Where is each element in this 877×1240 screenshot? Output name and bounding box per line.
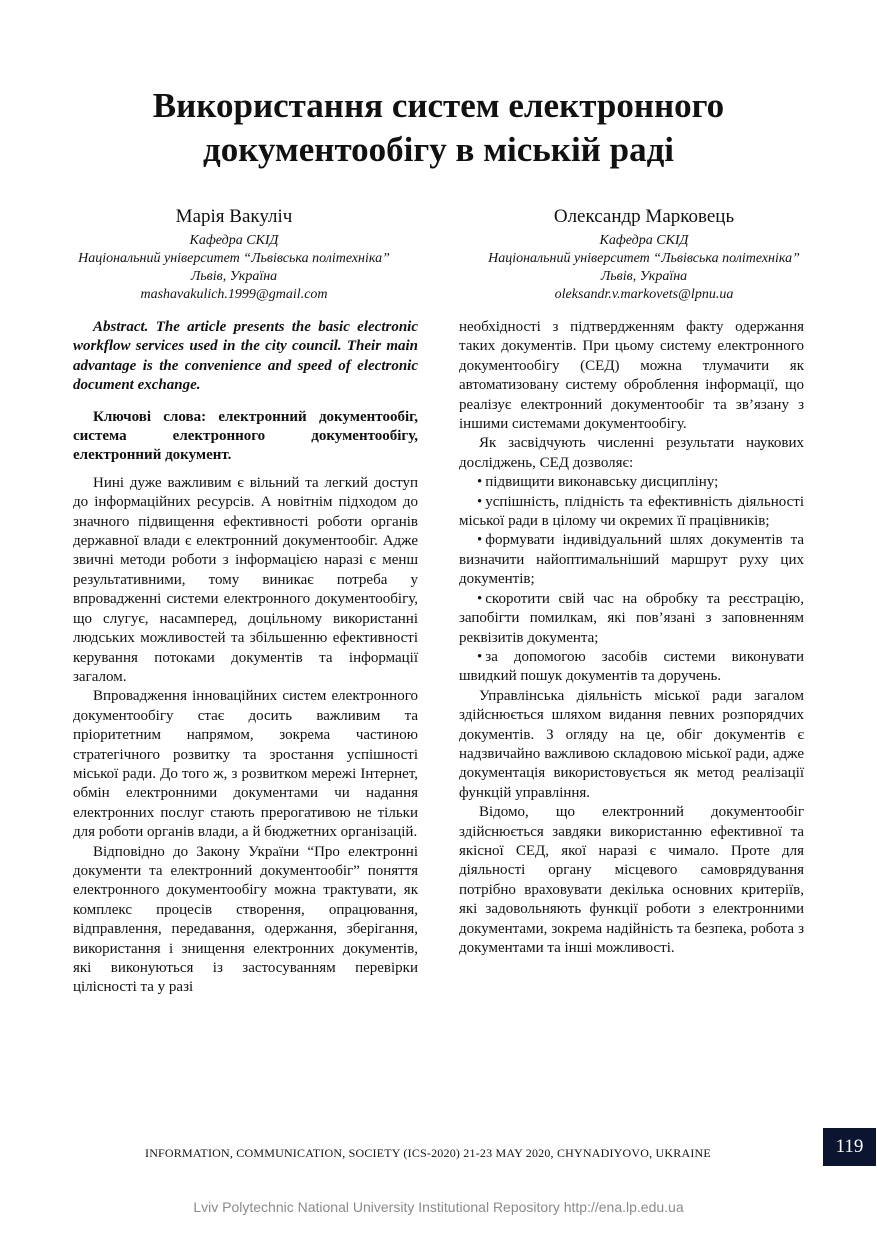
bullet-icon: •	[477, 648, 483, 665]
right-column	[459, 318, 804, 958]
paper-title	[0, 84, 877, 172]
bullet-icon: •	[477, 590, 483, 607]
bullet-item	[459, 648, 804, 687]
left-column	[73, 318, 418, 998]
keywords: Ключові слова: електронний документообіг, система електронного документообігу, електронний документ.	[73, 408, 418, 464]
bullet-item	[459, 493, 804, 532]
author-city: Львів, Україна	[600, 269, 688, 284]
conference-footer: INFORMATION, COMMUNICATION, SOCIETY (ICS-2020) 21-23 MAY 2020, CHYNADIYOVO, UKRAINE	[145, 1146, 711, 1160]
author-email: mashavakulich.1999@gmail.com	[140, 287, 328, 302]
bullet-icon: •	[477, 532, 483, 549]
body-paragraph: Відповідно до Закону України “Про електронні документи та електронний документообіг” поняття електронного документообігу можна трактувати, як комплекс процесів створення, опрацювання, відправлення, передавання, одержання, зберігання, використання і знищення електронних документів, які виконуються із застосуванням перевірки цілісності та у разі	[73, 843, 418, 996]
title-line-1: Використання систем електронного	[152, 86, 725, 125]
bullet-item	[459, 590, 804, 648]
author-university: Національний університет “Львівська політехніка”	[78, 251, 390, 266]
author-email: oleksandr.v.markovets@lpnu.ua	[554, 287, 734, 302]
bullet-text: підвищити виконавську дисципліну;	[485, 474, 719, 491]
page-number: 119	[823, 1128, 876, 1166]
body-paragraph: необхідності з підтвердженням факту одержання таких документів. При цьому систему електронного документообігу (СЕД) можна тлумачити як автоматизовану систему оброблення інформації, що реалізує електронний документообіг та зв’язану з іншими системами документообігу.	[459, 319, 804, 433]
bullet-text: скоротити свій час на обробку та реєстрацію, запобігти помилкам, які пов’язані з заповненням реквізитів документа;	[459, 590, 804, 646]
title-line-2: документообігу в міській раді	[202, 130, 674, 169]
body-paragraph: Управлінська діяльність міської ради загалом здійснюється шляхом видання певних розпорядчих документів. З огляду на це, обіг документів є надзвичайно важливою складовою міської ради, адже документація використовується як метод реалізації функцій управління.	[459, 687, 804, 801]
author-department: Кафедра СКІД	[599, 233, 689, 248]
repository-notice: Lviv Polytechnic National University Institutional Repository http://ena.lp.edu.ua	[193, 1199, 684, 1215]
bullet-item	[459, 473, 804, 492]
bullet-text: формувати індивідуальний шлях документів та визначити найоптимальніший маршрут руху цих документів;	[459, 532, 804, 588]
author-block-2	[444, 204, 844, 304]
body-paragraph: Нині дуже важливим є вільний та легкий доступ до інформаційних ресурсів. А новітнім підходом до значного підвищення ефективності роботи органів державної влади є електронний документообіг. Адже звичні методи роботи з інформацією наразі є менш результативними, тому виникає потреба у впровадженні системи електронного документообігу, що слугує, насамперед, доцільному використанні людських можливостей та збільшенню ефективності керування потоками документів та інформації загалом.	[73, 474, 418, 685]
body-paragraph: Відомо, що електронний документообіг здійснюється завдяки використанню ефективної та якісної СЕД, якої наразі є чимало. Проте для діяльності органу місцевого самоврядування потрібно враховувати декілька основних критеріїв, які задовольняють функції роботи з електронними документами, зокрема надійність та безпека, робота з документами та інші можливості.	[459, 804, 804, 956]
author-block-1	[34, 204, 434, 304]
author-university: Національний університет “Львівська політехніка”	[488, 251, 800, 266]
author-name: Олександр Марковець	[553, 206, 735, 227]
abstract: Abstract. The article presents the basic electronic workflow services used in the city council. Their main advantage is the convenience and speed of electronic document exchange.	[73, 319, 418, 394]
bullet-text: за допомогою засобів системи виконувати швидкий пошук документів та доручень.	[459, 648, 804, 685]
body-paragraph: Впровадження інноваційних систем електронного документообігу стає досить важливим та пріоритетним напрямом, зокрема частиною стратегічного розвитку та зростання успішності міської ради. До того ж, з розвитком мережі Інтернет, обмін електронними документами чи надання електронних послуг стають прерогативою не тільки для роботи органів влади, а й бюджетних організацій.	[73, 688, 418, 841]
author-city: Львів, Україна	[190, 269, 278, 284]
bullet-text: успішність, плідність та ефективність діяльності міської ради в цілому чи окремих її працівників;	[459, 493, 804, 530]
author-name: Марія Вакуліч	[175, 206, 293, 227]
body-paragraph: Як засвідчують численні результати наукових досліджень, СЕД дозволяє:	[459, 435, 804, 471]
bullet-icon: •	[477, 474, 483, 491]
bullet-icon: •	[477, 493, 483, 510]
author-department: Кафедра СКІД	[189, 233, 279, 248]
bullet-item	[459, 531, 804, 589]
